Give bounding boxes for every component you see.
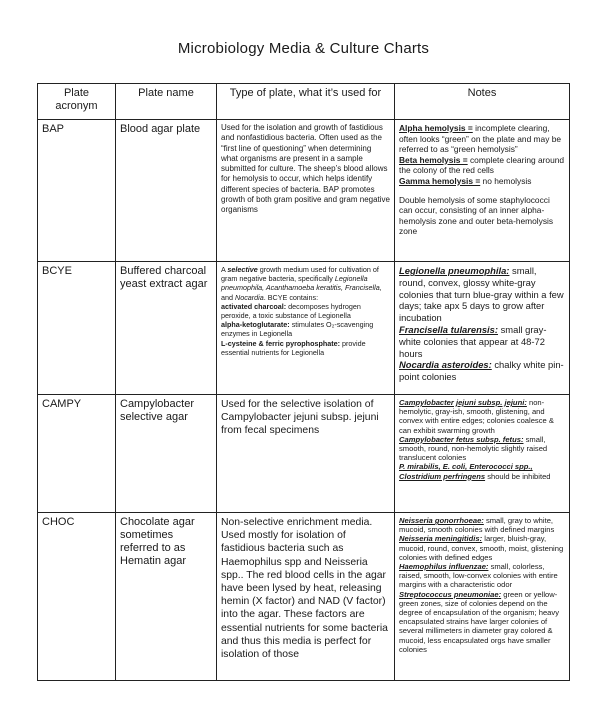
cell-type (217, 262, 395, 395)
table-row (38, 395, 570, 513)
note-text: chalky white pin-point colonies (399, 359, 564, 383)
table-row (38, 513, 570, 681)
note-text: small, round, convex, glossy white-gray colonies that turn blue-gray within a few days; take apx 5 days to grow after incubation (399, 265, 564, 324)
note-term: Neisseria meningitidis: (399, 534, 483, 544)
organism-names: Legionella pneumophila, Acanthamoeba keratitis, Francisella, (221, 274, 382, 293)
type-term: L-cysteine & ferric pyrophosphate: (221, 338, 341, 348)
note-term: Streptococcus pneumoniae: (399, 589, 502, 599)
note-term: Campylobacter jejuni subsp. jejuni: (399, 398, 527, 407)
note-text: should be inhibited (485, 471, 551, 481)
note-term: Legionella pneumophila: (399, 265, 510, 276)
note-text: no hemolysis (480, 175, 532, 186)
type-text: A (221, 265, 228, 274)
note-text: green or yellow-green zones, size of colonies depend on the degree of encapsulation of the organism; heavy encapsulated strains have larger colonies of several millimeters in diameter gray colored & mucoid, less encapsulated orgs have smaller colonies (399, 589, 559, 654)
cell-name: Campylobacter selective agar (116, 395, 217, 513)
note-text: complete clearing around the colony of the red cells (399, 154, 565, 176)
note-text: small, smooth, round, non-hemolytic slightly raised translucent colonies (399, 434, 548, 463)
note-term: Alpha hemolysis = (399, 123, 473, 133)
cell-name: Blood agar plate (116, 120, 217, 262)
type-term: activated charcoal: (221, 301, 287, 311)
type-text: . BCYE contains: (263, 292, 319, 302)
type-text: stimulates O₂-scavenging enzymes in Legionella (221, 320, 374, 339)
cell-notes (395, 395, 570, 513)
note-text: incomplete clearing, often looks “green” on the plate and may be referred to as “green hemolysis” (399, 123, 562, 155)
note-text: small gray-white colonies that appear at 48-72 hours (399, 323, 547, 359)
page-title: Microbiology Media & Culture Charts (177, 40, 430, 57)
cell-name: Buffered charcoal yeast extract agar (116, 262, 217, 395)
header-notes: Notes (395, 84, 570, 120)
note-term: Gamma hemolysis = (399, 175, 481, 186)
table-header-row (38, 84, 570, 120)
note-term: Campylobacter fetus subsp. fetus: (399, 434, 524, 444)
type-text: decomposes hydrogen peroxide, a toxic substance of Legionella (221, 301, 361, 321)
cell-type: Non-selective enrichment media. Used mostly for isolation of fastidious bacteria such as Haemophilus spp and Neisseria spp.. The red blood cells in the agar have been lysed by heat, releasing hemin (X factor) and NAD (V factor) into the agar. These factors are essential nutrients for some bacteria and thus this media is perfect for isolation of those (217, 513, 395, 681)
note-text: non-hemolytic, gray-ish, smooth, glistening, and convex with entire edges; colonies coalesce & can exhibit swarming growth (399, 398, 554, 435)
type-text: provide essential nutrients for Legionella (221, 338, 366, 357)
table-row (38, 262, 570, 395)
note-term: Haemophilus influenzae: (399, 562, 489, 572)
type-text: growth medium used for cultivation of gram negative bacteria, specifically (221, 265, 379, 284)
note-term: Nocardia asteroides: (399, 359, 492, 371)
header-type: Type of plate, what it’s used for (217, 84, 395, 120)
note-term: Francisella tularensis: (399, 323, 499, 335)
media-table (37, 83, 570, 681)
type-text: and (221, 292, 235, 302)
cell-name: Chocolate agar sometimes referred to as Hematin agar (116, 513, 217, 681)
note-term: Neisseria gonorrhoeae: (399, 516, 484, 525)
header-name: Plate name (116, 84, 217, 120)
organism-names: Nocardia (235, 292, 264, 302)
type-term: alpha-ketoglutarate: (221, 320, 290, 330)
cell-notes (395, 120, 570, 262)
note-text: small, colorless, raised, smooth, low-convex colonies with entire margins with a characteristic odor (399, 562, 558, 590)
cell-acronym: CAMPY (38, 395, 116, 513)
cell-acronym: BAP (38, 120, 116, 262)
cell-type: Used for the isolation and growth of fastidious and nonfastidious bacteria. Often used as the “first line of questioning” when determining what organisms are present in a sample submitted for culture. The sheep’s blood allows for hemolysis to occur, which helps identify different species of bacteria. BAP promotes growth of both gram positive and gram negative organisms (217, 120, 395, 262)
note-term: Beta hemolysis = (399, 154, 468, 165)
cell-notes (395, 262, 570, 395)
cell-acronym: CHOC (38, 513, 116, 681)
note-term: P. mirabilis, E. coli, Enterococci spp., Clostridium perfringens (399, 462, 533, 481)
cell-acronym: BCYE (38, 262, 116, 395)
cell-type: Used for the selective isolation of Campylobacter jejuni subsp. jejuni from fecal specimens (217, 395, 395, 513)
note-text: small, gray to white, mucoid, smooth colonies with defined margins (399, 516, 555, 535)
header-acronym: Plate acronym (38, 84, 116, 120)
cell-notes (395, 513, 570, 681)
note-text: Double hemolysis of some staphylococci can occur, consisting of an inner alpha-hemolysis zone and outer beta-hemolysis zone (399, 194, 554, 237)
type-emphasis: selective (227, 265, 258, 274)
table-row (38, 120, 570, 262)
note-text: larger, bluish-gray, mucoid, round, convex, smooth, moist, glistening colonies with defined edges (399, 534, 564, 562)
